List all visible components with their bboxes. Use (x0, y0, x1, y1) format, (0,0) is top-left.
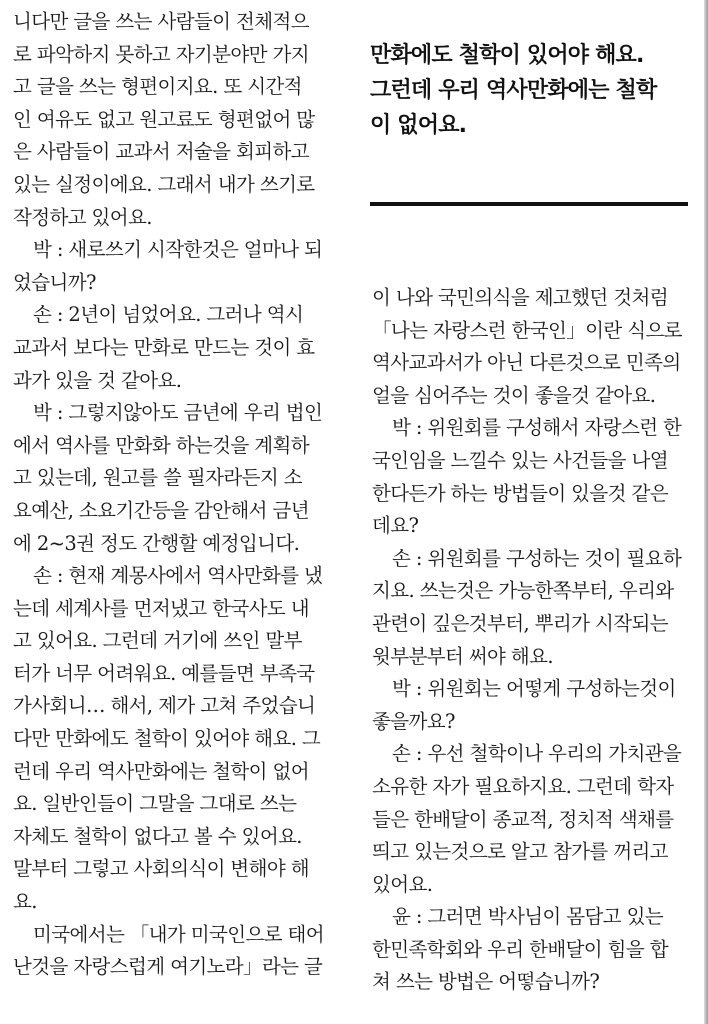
right-line: 데요? (372, 514, 419, 538)
left-line: 가사회니… 해서, 제가 고쳐 주었습니 (13, 694, 316, 718)
pull-quote-divider (370, 202, 688, 206)
left-line: 에 2~3권 정도 간행할 예정입니다. (13, 531, 300, 555)
left-line: 교과서 보다는 만화로 만드는 것이 효 (13, 335, 315, 359)
right-line: 얼을 심어주는 것이 좋을것 같아요. (372, 383, 656, 407)
left-line: 손 : 현재 계몽사에서 역사만화를 냈 (33, 564, 323, 588)
right-line: 한민족학회와 우리 한배달이 힘을 합 (372, 937, 668, 961)
left-line: 미국에서는 「내가 미국인으로 태어 (33, 922, 325, 946)
left-line: 손 : 2년이 넘었어요. 그러나 역시 (33, 303, 304, 327)
right-line: 국인임을 느낄수 있는 사건들을 나열 (372, 448, 668, 472)
right-line: 역사교과서가 아닌 다른것으로 민족의 (372, 351, 681, 375)
right-line: 소유한 자가 필요하지요. 그런데 학자 (372, 774, 674, 798)
page-edge-shadow (704, 0, 708, 1024)
pull-quote-line: 그런데 우리 역사만화에는 철학 (370, 78, 657, 103)
right-line: 띄고 있는것으로 알고 참가를 꺼리고 (372, 840, 668, 864)
left-line: 과가 있을 것 같아요. (13, 368, 182, 392)
right-line: 쳐 쓰는 방법은 어떻습니까? (372, 970, 600, 994)
right-line: 윤 : 그러면 박사님이 몸담고 있는 (392, 905, 664, 929)
right-line: 박 : 위원회는 어떻게 구성하는것이 (392, 677, 676, 701)
left-line: 말부터 그렇고 사회의식이 변해야 해 (13, 857, 309, 881)
left-line: 었습니까? (13, 270, 96, 294)
left-line: 요예산, 소요기간등을 감안해서 금년 (13, 498, 309, 522)
right-line: 좋을까요? (372, 709, 455, 733)
left-line: 는데 세계사를 먼저냈고 한국사도 내 (13, 596, 309, 620)
pull-quote-line: 만화에도 철학이 있어야 해요. (370, 43, 644, 68)
left-line: 난것을 자랑스럽게 여기노라」라는 글 (13, 955, 323, 979)
pull-quote-line: 이 없어요. (370, 113, 467, 138)
left-column (13, 6, 348, 984)
left-line: 고 있는데, 원고를 쓸 필자라든지 소 (13, 466, 302, 490)
pull-quote (370, 38, 690, 143)
left-line: 로 파악하지 못하고 자기분야만 가지 (13, 42, 309, 66)
left-line: 박 : 그렇지않아도 금년에 우리 법인 (33, 401, 323, 425)
left-line: 다만 만화에도 철학이 있어야 해요. 그 (13, 727, 321, 751)
left-line: 요. 일반인들이 그말을 그대로 쓰는 (13, 792, 297, 816)
right-line: 손 : 위원회를 구성하는 것이 필요하 (392, 546, 682, 570)
right-line: 들은 한배달이 종교적, 정치적 색채를 (372, 807, 674, 831)
left-line: 에서 역사를 만화화 하는것을 계획하 (13, 433, 309, 457)
left-line: 자체도 철학이 없다고 볼 수 있어요. (13, 824, 302, 848)
left-line: 박 : 새로쓰기 시작한것은 얼마나 되 (33, 238, 323, 262)
right-column (372, 282, 694, 999)
right-line: 한다든가 하는 방법들이 있을것 같은 (372, 481, 668, 505)
left-line: 고 있어요. 그런데 거기에 쓰인 말부 (13, 629, 302, 653)
left-line: 니다만 글을 쓰는 사람들이 전체적으 (13, 10, 309, 33)
left-line: 작정하고 있어요. (13, 205, 152, 229)
right-line: 「나는 자랑스런 한국인」이란 식으로 (372, 318, 682, 342)
right-line: 있어요. (372, 872, 433, 896)
right-line: 관련이 깊은것부터, 뿌리가 시작되는 (372, 611, 668, 635)
left-line: 있는 실정이에요. 그래서 내가 쓰기로 (13, 172, 315, 196)
left-line: 런데 우리 역사만화에는 철학이 없어 (13, 759, 309, 783)
right-line: 손 : 우선 철학이나 우리의 가치관을 (392, 742, 682, 766)
right-line: 윗부분부터 써야 해요. (372, 644, 553, 668)
right-line: 이 나와 국민의식을 제고했던 것처럼 (372, 286, 668, 309)
left-line: 고 글을 쓰는 형편이지요. 또 시간적 (13, 75, 302, 99)
right-line: 박 : 위원회를 구성해서 자랑스런 한 (392, 416, 682, 440)
left-line: 요. (13, 890, 37, 914)
left-line: 인 여유도 없고 원고료도 형편없어 많 (13, 107, 315, 131)
left-line: 은 사람들이 교과서 저술을 회피하고 (13, 140, 309, 164)
right-line: 지요. 쓰는것은 가능한쪽부터, 우리와 (372, 579, 674, 603)
left-line: 터가 너무 어려워요. 예를들면 부족국 (13, 661, 315, 685)
